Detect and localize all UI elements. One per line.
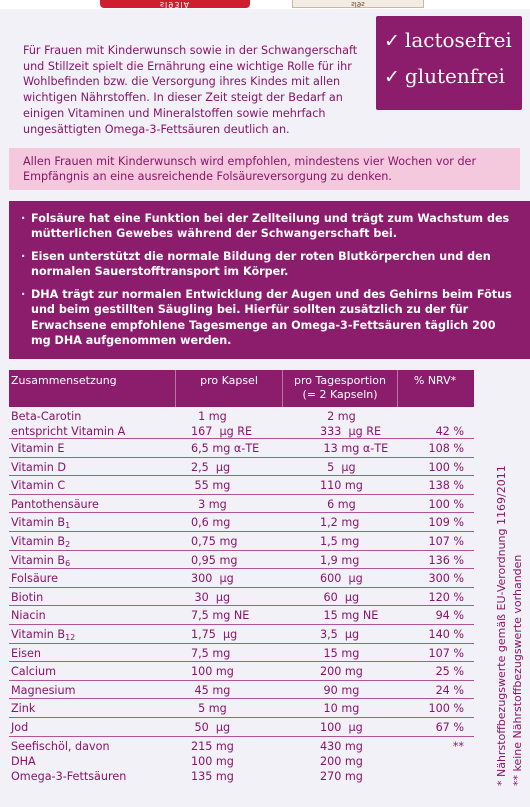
- nutrient-label: Vitamin B: [11, 516, 66, 530]
- table-row: [9, 495, 474, 514]
- bullet-dot: ·: [21, 212, 26, 225]
- nutrient-label: Vitamin E: [11, 442, 65, 455]
- nutrient-name: [11, 497, 99, 512]
- value-per-day: 600 µg: [320, 572, 363, 586]
- nutrient-name: [11, 534, 70, 552]
- claim-label: lactosefrei: [404, 28, 512, 52]
- value-nrv: 300 %: [428, 572, 464, 586]
- nutrient-name: [11, 571, 58, 586]
- value-per-day: 5 µg: [320, 460, 356, 474]
- value-per-capsule: 3 mg: [191, 497, 227, 511]
- value-per-day: 200 mg: [320, 665, 363, 679]
- value-per-day: 2 mg 333 µg RE: [320, 410, 382, 438]
- value-per-day: 110 mg: [320, 479, 363, 493]
- folic-acid-notice: [9, 148, 520, 190]
- value-per-capsule: 55 mg: [191, 479, 231, 493]
- value-nrv: 100 %: [428, 702, 464, 716]
- value-nrv: 138 %: [428, 479, 464, 493]
- nutrient-name: [11, 608, 46, 623]
- nutrient-name: [11, 683, 76, 698]
- nutrient-label: Magnesium: [11, 683, 76, 697]
- header-nrv: % NRV*: [413, 374, 457, 387]
- table-body: [9, 407, 474, 783]
- table-row: [9, 699, 474, 718]
- value-per-day: 15 mg NE: [320, 609, 379, 623]
- benefit-bullet: [21, 249, 519, 280]
- table-row: [9, 588, 474, 607]
- header-per-daily-portion: pro Tagesportion (= 2 Kapseln): [294, 374, 386, 401]
- value-per-capsule: 1 mg 167 µg RE: [191, 410, 253, 438]
- value-per-capsule: 45 mg: [191, 683, 231, 697]
- header-composition: Zusammensetzung: [11, 374, 117, 387]
- value-nrv: **: [452, 739, 464, 753]
- value-per-day: 6 mg: [320, 497, 356, 511]
- nutrient-name: [11, 590, 43, 605]
- table-row: [9, 718, 474, 737]
- value-per-capsule: 1,75 µg: [191, 627, 238, 641]
- header-divider: [282, 370, 283, 407]
- nutrient-subscript: 1: [65, 521, 71, 531]
- nutrient-label: Eisen: [11, 646, 41, 660]
- footnotes: [495, 446, 530, 786]
- value-nrv: 67 %: [435, 720, 464, 734]
- nutrient-name: [11, 739, 126, 784]
- value-per-day: 10 mg: [320, 702, 360, 716]
- bullet-text: Folsäure hat eine Funktion bei der Zellteilung und trägt zum Wachstum des mütterlichen Gewebes während der Schwangerschaft bei.: [31, 212, 510, 241]
- nutrition-table: [9, 370, 474, 783]
- table-header: [9, 370, 474, 407]
- nutrient-name: [11, 646, 41, 661]
- footnote-nrv: * Nährstoffbezugswerte gemäß EU-Verordnung 1169/2011: [495, 465, 508, 786]
- package-flap-beige: [292, 0, 424, 8]
- value-per-day: 15 mg: [320, 646, 360, 660]
- nutrient-name: [11, 664, 56, 679]
- benefit-bullet: [21, 211, 519, 242]
- nutrient-label: Folsäure: [11, 572, 58, 586]
- value-per-day: 90 mg: [320, 683, 360, 697]
- nutrient-subscript: 6: [65, 558, 71, 568]
- value-per-capsule: 0,75 mg: [191, 534, 238, 548]
- value-nrv: 136 %: [428, 553, 464, 567]
- nutrient-name: [11, 701, 35, 716]
- value-per-day: 1,9 mg: [320, 553, 360, 567]
- nutrient-label: Seefischöl, davon DHA Omega-3-Fettsäuren: [11, 739, 127, 783]
- value-per-capsule: 0,6 mg: [191, 516, 231, 530]
- value-per-capsule: 30 µg: [191, 590, 231, 604]
- value-per-capsule: 7,5 mg NE: [191, 609, 250, 623]
- value-nrv: 42 %: [435, 425, 464, 438]
- header-per-capsule: pro Kapsel: [200, 374, 258, 387]
- bullet-dot: ·: [21, 250, 26, 263]
- nutrient-label: Biotin: [11, 590, 44, 604]
- value-per-day: 430 mg 200 mg 270 mg: [320, 739, 363, 783]
- check-icon: ✓: [384, 66, 400, 88]
- nutrient-label: Zink: [11, 702, 36, 716]
- nutrient-subscript: 2: [65, 539, 71, 549]
- benefit-bullet: [21, 287, 519, 349]
- value-per-capsule: 2,5 µg: [191, 460, 231, 474]
- value-per-capsule: 5 mg: [191, 702, 227, 716]
- package-flap-red: [100, 0, 250, 8]
- footnote-no-reference: ** keine Nährstoffbezugswerte vorhanden: [511, 554, 524, 786]
- value-per-day: 3,5 µg: [320, 627, 360, 641]
- table-row: [9, 551, 474, 570]
- claim-gluten-free: [384, 64, 505, 88]
- value-per-capsule: 6,5 mg α-TE: [191, 442, 260, 455]
- value-nrv: 109 %: [428, 516, 464, 530]
- value-nrv: 107 %: [428, 534, 464, 548]
- table-row: [9, 439, 474, 458]
- claim-label: glutenfrei: [404, 64, 505, 88]
- claim-lactose-free: [384, 28, 512, 52]
- table-row: [9, 662, 474, 681]
- value-nrv: 100 %: [428, 497, 464, 511]
- value-nrv: 24 %: [435, 683, 464, 697]
- value-per-day: 100 µg: [320, 720, 363, 734]
- value-per-capsule: 300 µg: [191, 572, 234, 586]
- value-per-day: 13 mg α-TE: [320, 442, 389, 455]
- check-icon: ✓: [384, 30, 400, 52]
- nutrient-label: Vitamin D: [11, 460, 67, 474]
- value-nrv: 140 %: [428, 627, 464, 641]
- benefits-panel: [9, 201, 530, 359]
- nutrient-label: Calcium: [11, 665, 57, 679]
- nutrient-name: [11, 553, 70, 571]
- table-row: [9, 644, 474, 663]
- table-row: [9, 569, 474, 588]
- value-nrv: 120 %: [428, 590, 464, 604]
- nutrient-label: Vitamin B: [11, 553, 66, 567]
- value-nrv: 25 %: [435, 665, 464, 679]
- value-per-capsule: 215 mg 100 mg 135 mg: [191, 739, 234, 783]
- nutrient-name: [11, 720, 28, 735]
- value-per-day: 1,2 mg: [320, 516, 360, 530]
- nutrient-label: Pantothensäure: [11, 497, 99, 511]
- value-per-capsule: 100 mg: [191, 665, 234, 679]
- value-per-capsule: 0,95 mg: [191, 553, 238, 567]
- table-row: [9, 625, 474, 644]
- nutrient-name: [11, 627, 75, 645]
- nutrient-name: [11, 409, 125, 439]
- value-per-day: 60 µg: [320, 590, 360, 604]
- nutrient-label: Vitamin B: [11, 627, 66, 641]
- nutrient-name: [11, 441, 64, 456]
- value-nrv: 107 %: [428, 646, 464, 660]
- bullet-text: Eisen unterstützt die normale Bildung der roten Blutkörperchen und den normalen Sauerstofftransport im Körper.: [31, 250, 491, 279]
- nutrient-name: [11, 478, 65, 493]
- header-divider: [397, 370, 398, 407]
- value-per-day: 1,5 mg: [320, 534, 360, 548]
- table-row: [9, 513, 474, 532]
- value-per-capsule: 50 µg: [191, 720, 231, 734]
- nutrient-label: Jod: [11, 720, 29, 734]
- claims-badge: [376, 16, 522, 110]
- nutrient-label: Niacin: [11, 609, 46, 623]
- table-row: [9, 606, 474, 625]
- table-row: [9, 407, 474, 439]
- table-row: [9, 737, 474, 783]
- notice-text: Allen Frauen mit Kinderwunsch wird empfohlen, mindestens vier Wochen vor der Empfängnis an eine ausreichende Folsäureversorgung zu denken.: [23, 155, 477, 184]
- top-strip: [0, 0, 530, 9]
- package-flap-beige-text: sl9s: [351, 0, 365, 8]
- value-nrv: 108 %: [428, 442, 464, 455]
- bullet-text: DHA trägt zur normalen Entwicklung der Augen und des Gehirns beim Fötus und beim gestillten Säugling bei. Hierfür sollten zusätzlich zu der für Erwachsene empfohlene Tagesmenge an Omega-3-Fettsäuren täglich 200 mg DHA aufgenommen werden.: [31, 288, 512, 348]
- table-row: [9, 532, 474, 551]
- nutrient-name: [11, 460, 66, 475]
- nutrient-label: Beta-Carotin entspricht Vitamin A: [11, 410, 126, 438]
- header-divider: [175, 370, 176, 407]
- table-row: [9, 681, 474, 700]
- bullet-dot: ·: [21, 288, 26, 301]
- nutrient-subscript: 12: [65, 632, 76, 642]
- table-row: [9, 458, 474, 477]
- intro-paragraph: Für Frauen mit Kinderwunsch sowie in der Schwangerschaft und Stillzeit spielt die Ernährung eine wichtige Rolle für ihr Wohlbefinden bzw. die Versorgung ihres Kindes mit allen wichtigen Nährstoffen. In dieser Zeit steigt der Bedarf an einigen Vitaminen und Mineralstoffen sowie mehrfach ungesättigten Omega-3-Fettsäuren deutlich an.: [23, 44, 358, 136]
- package-flap-red-text: sl93lA: [159, 0, 191, 9]
- value-nrv: 100 %: [428, 460, 464, 474]
- table-row: [9, 476, 474, 495]
- value-nrv: 94 %: [435, 609, 464, 623]
- value-per-capsule: 7,5 mg: [191, 646, 231, 660]
- nutrient-name: [11, 515, 70, 533]
- nutrient-label: Vitamin C: [11, 479, 66, 493]
- nutrient-label: Vitamin B: [11, 534, 66, 548]
